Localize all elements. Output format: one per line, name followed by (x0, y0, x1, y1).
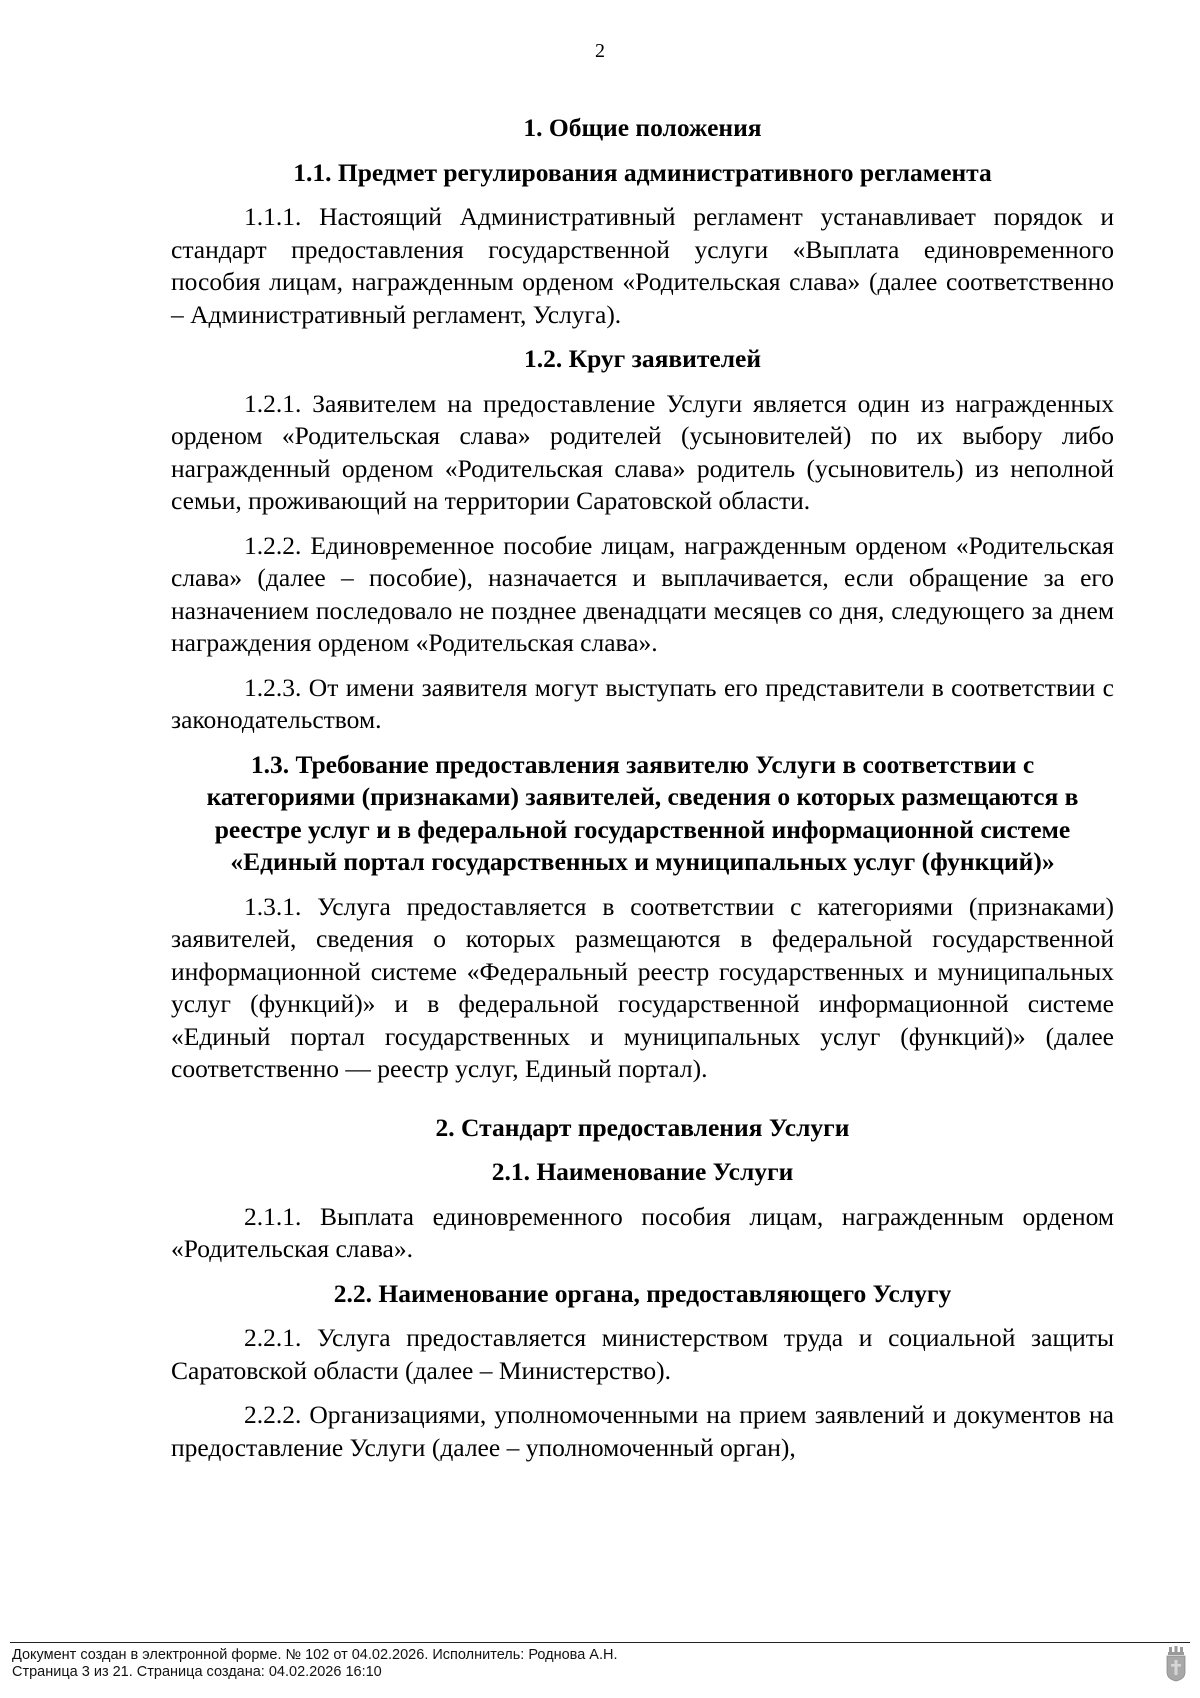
paragraph-1-1-1: 1.1.1. Настоящий Административный регламент устанавливает порядок и стандарт предоставления государственной услуги «Выплата единовременного пособия лицам, награжденным орденом «Родительская слава» (далее соответственно – Административный регламент, Услуга). (171, 202, 1114, 329)
paragraph-1-2-1: 1.2.1. Заявителем на предоставление Услуги является один из награжденных орденом «Родительская слава» родителей (усыновителей) по их выбору либо награжденный орденом «Родительская слава» родитель (усыновитель) из неполной семьи, проживающий на территории Саратовской области. (171, 388, 1114, 515)
subsection-1-1-heading: 1.1. Предмет регулирования административного регламента (293, 157, 992, 187)
paragraph-2-2-2: 2.2.2. Организациями, уполномоченными на прием заявлений и документов на предоставление Услуги (далее – уполномоченный орган), (171, 1400, 1114, 1462)
footer-line-2: Страница 3 из 21. Страница создана: 04.02.2026 16:10 (12, 1664, 382, 1680)
footer-line-1: Документ создан в электронной форме. № 102 от 04.02.2026. Исполнитель: Роднова А.Н. (12, 1647, 618, 1663)
footer (12, 1647, 618, 1681)
section-2-heading: 2. Стандарт предоставления Услуги (435, 1112, 850, 1142)
paragraph-1-2-3: 1.2.3. От имени заявителя могут выступать его представители в соответствии с законодательством. (171, 672, 1114, 734)
subsection-2-2-heading: 2.2. Наименование органа, предоставляющего Услугу (333, 1278, 952, 1308)
page-number: 2 (595, 40, 605, 62)
subsection-2-1-heading: 2.1. Наименование Услуги (491, 1157, 794, 1186)
paragraph-2-1-1: 2.1.1. Выплата единовременного пособия лицам, награжденным орденом «Родительская слава». (171, 1201, 1114, 1263)
subsection-1-3-heading: 1.3. Требование предоставления заявителю Услуги в соответствии с категориями (признаками) заявителей, сведения о которых размещаются в реестре услуг и в федеральной государственной информационной системе «Единый портал государственных и муниципальных услуг (функций)» (206, 749, 1079, 876)
paragraph-1-2-2: 1.2.2. Единовременное пособие лицам, награжденным орденом «Родительская слава» (далее – пособие), назначается и выплачивается, если обращение за его назначением последовало не позднее двенадцати месяцев со дня, следующего за днем награждения орденом «Родительская слава». (171, 530, 1114, 657)
section-1-heading: 1. Общие положения (523, 113, 762, 142)
paragraph-2-2-1: 2.2.1. Услуга предоставляется министерством труда и социальной защиты Саратовской области (далее – Министерство). (171, 1323, 1114, 1385)
paragraph-1-3-1: 1.3.1. Услуга предоставляется в соответствии с категориями (признаками) заявителей, сведения о которых размещаются в федеральной государственной информационной системе «Федеральный реестр государственных и муниципальных услуг (функций)» и в федеральной государственной информационной системе «Единый портал государственных и муниципальных услуг (функций)» (далее соответственно — реестр услуг, Единый портал). (171, 891, 1114, 1083)
document-body (171, 112, 1114, 1464)
subsection-1-2-heading: 1.2. Круг заявителей (523, 344, 762, 373)
footer-divider (10, 1642, 1190, 1643)
coat-of-arms-icon (1164, 1646, 1188, 1682)
